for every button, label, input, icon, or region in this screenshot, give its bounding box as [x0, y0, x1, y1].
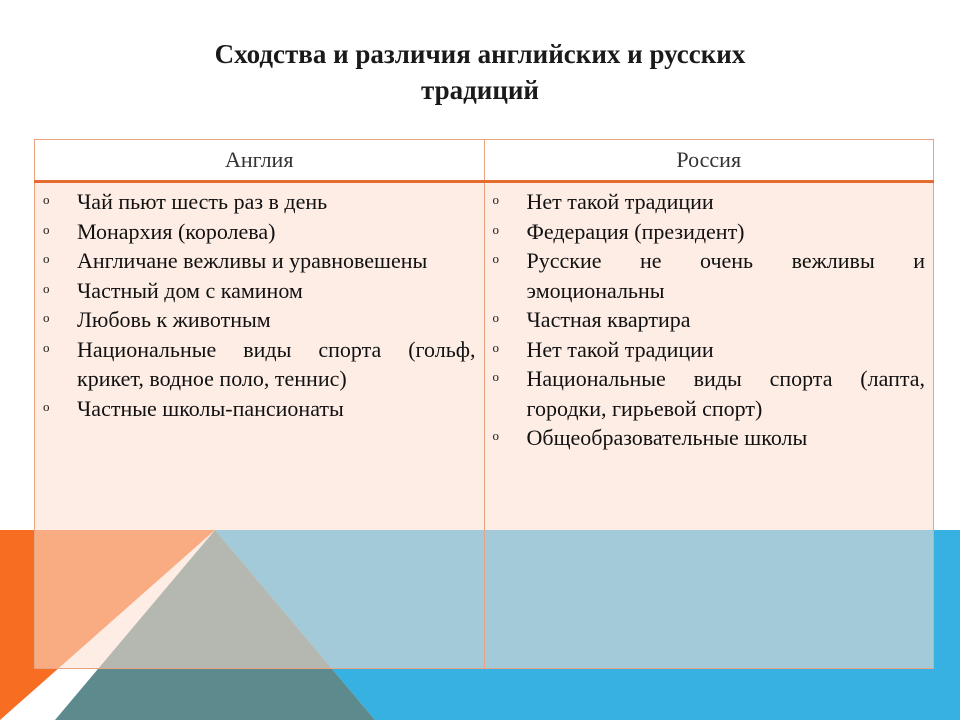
list-item-text: Любовь к животным [77, 307, 271, 332]
list-item [41, 394, 476, 424]
bullet-icon: o [43, 251, 50, 266]
bullet-icon: o [492, 369, 499, 384]
list-item-text: Национальные виды спорта (лапта, городки, гирьевой спорт) [526, 366, 925, 421]
england-list [41, 187, 476, 423]
list-item-text: Нет такой традиции [526, 336, 714, 362]
list-item [41, 305, 476, 335]
slide-title [100, 36, 860, 108]
list-item [41, 187, 476, 217]
bullet-icon: o [43, 339, 50, 355]
bullet-icon: o [492, 251, 499, 266]
list-item [491, 335, 926, 365]
bullet-icon: o [492, 221, 499, 237]
list-item [491, 423, 926, 453]
list-item [491, 364, 926, 423]
list-item [41, 276, 476, 306]
comparison-table [34, 139, 934, 669]
table-header-row [35, 140, 934, 182]
list-item-text: Нет такой традиции [526, 189, 714, 214]
list-item-text: Частный дом с камином [77, 277, 303, 303]
list-item-text: Федерация (президент) [526, 218, 745, 244]
list-item [41, 246, 476, 276]
list-item-text: Общеобразовательные школы [526, 425, 808, 450]
header-england: Англия [35, 140, 485, 182]
list-item-text: Частные школы-пансионаты [77, 395, 344, 421]
list-item [491, 217, 926, 247]
bullet-icon: o [43, 280, 50, 296]
bullet-icon: o [492, 192, 499, 207]
list-item-text: Чай пьют шесть раз в день [77, 189, 328, 214]
england-cell [35, 182, 485, 669]
title-line-1: Сходства и различия английских и русских [214, 39, 746, 69]
bullet-icon: o [43, 192, 50, 207]
list-item-text: Монархия (королева) [77, 218, 276, 244]
list-item [491, 305, 926, 335]
comparison-table-container [34, 139, 934, 669]
bullet-icon: o [43, 398, 50, 414]
russia-list [491, 187, 926, 453]
table-row [35, 182, 934, 669]
list-item-text: Англичане вежливы и уравновешены [77, 248, 428, 273]
list-item [491, 246, 926, 305]
bullet-icon: o [492, 428, 499, 443]
bullet-icon: o [492, 339, 499, 355]
list-item-text: Русские не очень вежливы и эмоциональны [526, 248, 925, 303]
list-item-text: Национальные виды спорта (гольф, крикет, водное поло, теннис) [77, 336, 476, 391]
bullet-icon: o [43, 310, 50, 325]
list-item-text: Частная квартира [526, 307, 691, 332]
russia-cell [484, 182, 934, 669]
bullet-icon: o [43, 221, 50, 237]
list-item [41, 335, 476, 394]
list-item [491, 187, 926, 217]
bullet-icon: o [492, 310, 499, 325]
title-line-2: традиций [421, 75, 539, 105]
list-item [41, 217, 476, 247]
header-russia: Россия [484, 140, 934, 182]
